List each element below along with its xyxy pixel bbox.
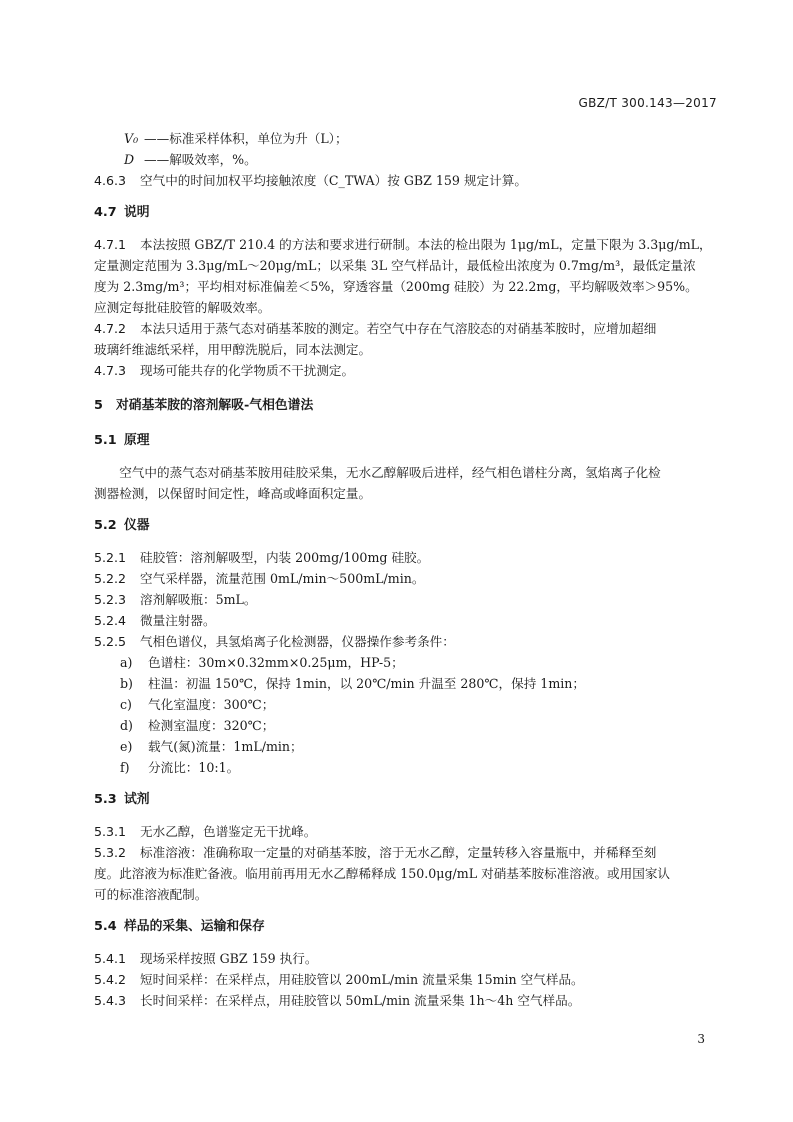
paragraph-line: 空气中的蒸气态对硝基苯胺用硅胶采集，无水乙醇解吸后进样，经气相色谱柱分离，氢焰离子化检: [119, 465, 661, 480]
list-item: [120, 715, 714, 736]
clause-number: 5.4.2: [94, 972, 127, 987]
section-number: 5.3: [94, 792, 117, 807]
clause-4-6-3: [94, 170, 714, 191]
clause-number: 5.2.5: [94, 634, 127, 649]
list-item: [120, 673, 714, 694]
clause-text: 短时间采样：在采样点，用硅胶管以 200mL/min 流量采集 15min 空气样品。: [140, 972, 584, 987]
section-heading-5-4: [94, 916, 714, 937]
clause-text: 现场采样按照 GBZ 159 执行。: [140, 951, 318, 966]
clause-5-2-3: [94, 589, 714, 610]
clause-text-line: 度为 2.3mg/m³；平均相对标准偏差＜5%，穿透容量（200mg 硅胶）为 22.2mg，平均解吸效率＞95%。: [94, 279, 698, 294]
chapter-title: 对硝基苯胺的溶剂解吸-气相色谱法: [116, 398, 314, 413]
section-number: 5.1: [94, 433, 117, 448]
clause-number: 5.4.1: [94, 951, 127, 966]
list-label: e): [120, 739, 133, 754]
clause-5-4-1: [94, 948, 714, 969]
symbol-definition: [94, 149, 714, 170]
clause-text: 无水乙醇，色谱鉴定无干扰峰。: [140, 824, 317, 839]
section-title: 仪器: [124, 518, 150, 533]
clause-number: 5.2.2: [94, 571, 127, 586]
clause-4-7-1: [94, 234, 714, 318]
clause-text: 微量注射器。: [140, 613, 216, 628]
clause-5-2-5: [94, 631, 714, 652]
list-text: 色谱柱：30m×0.32mm×0.25μm，HP-5；: [148, 655, 404, 670]
clause-text-line: 玻璃纤维滤纸采样，用甲醇洗脱后，同本法测定。: [94, 342, 372, 357]
clause-text-line: 定量测定范围为 3.3μg/mL～20μg/mL；以采集 3L 空气样品计，最低检出浓度为 0.7mg/m³，最低定量浓: [94, 258, 696, 273]
clause-4-7-3: [94, 360, 714, 381]
standard-number: GBZ/T 300.143—2017: [578, 96, 717, 110]
symbol: V₀: [124, 131, 139, 146]
page-number: 3: [697, 1032, 705, 1046]
clause-text-line: 度。此溶液为标准贮备液。临用前再用无水乙醇稀释成 150.0μg/mL 对硝基苯胺标准溶液。或用国家认: [94, 866, 671, 881]
clause-text-line: 标准溶液：准确称取一定量的对硝基苯胺，溶于无水乙醇，定量转移入容量瓶中，并稀释至刻: [140, 845, 657, 860]
clause-number: 5.4.3: [94, 993, 127, 1008]
clause-text: 现场可能共存的化学物质不干扰测定。: [140, 363, 355, 378]
clause-text: 空气中的时间加权平均接触浓度（C_TWA）按 GBZ 159 规定计算。: [140, 173, 527, 188]
list-text: 气化室温度：300℃；: [148, 697, 275, 712]
symbol: D: [124, 152, 135, 167]
section-heading-5-1: [94, 430, 714, 451]
clause-text-line: 本法只适用于蒸气态对硝基苯胺的测定。若空气中存在气溶胶态的对硝基苯胺时，应增加超细: [140, 321, 657, 336]
list-item: [120, 694, 714, 715]
clause-text: 空气采样器，流量范围 0mL/min～500mL/min。: [140, 571, 425, 586]
section-title: 说明: [124, 205, 150, 220]
clause-text: 硅胶管：溶剂解吸型，内装 200mg/100mg 硅胶。: [140, 550, 430, 565]
section-title: 原理: [124, 433, 150, 448]
clause-number: 5.2.3: [94, 592, 127, 607]
clause-text-line: 本法按照 GBZ/T 210.4 的方法和要求进行研制。本法的检出限为 1μg/mL，定量下限为 3.3μg/mL，: [140, 237, 712, 252]
clause-number: 4.7.2: [94, 321, 127, 336]
list-text: 柱温：初温 150℃，保持 1min，以 20℃/min 升温至 280℃，保持 1min；: [148, 676, 585, 691]
principle-paragraph: [94, 462, 714, 504]
list-text: 分流比：10:1。: [148, 760, 240, 775]
section-number: 5.4: [94, 919, 117, 934]
chapter-number: 5: [94, 398, 103, 413]
clause-number: 4.6.3: [94, 173, 127, 188]
gc-conditions-list: [94, 652, 714, 778]
clause-4-7-2: [94, 318, 714, 360]
list-label: f): [120, 760, 130, 775]
list-label: c): [120, 697, 132, 712]
clause-number: 5.2.1: [94, 550, 127, 565]
list-text: 检测室温度：320℃；: [148, 718, 275, 733]
section-title: 试剂: [124, 792, 150, 807]
document-body: [94, 128, 714, 1011]
section-title: 样品的采集、运输和保存: [124, 919, 265, 934]
paragraph-line: 测器检测，以保留时间定性，峰高或峰面积定量。: [94, 486, 372, 501]
list-item: [120, 757, 714, 778]
clause-5-2-4: [94, 610, 714, 631]
list-label: d): [120, 718, 133, 733]
clause-5-2-1: [94, 547, 714, 568]
list-label: b): [120, 676, 133, 691]
clause-number: 4.7.1: [94, 237, 127, 252]
list-item: [120, 736, 714, 757]
list-item: [120, 652, 714, 673]
clause-5-2-2: [94, 568, 714, 589]
section-heading-4-7: [94, 202, 714, 223]
section-number: 4.7: [94, 205, 117, 220]
clause-5-3-1: [94, 821, 714, 842]
clause-text-line: 可的标准溶液配制。: [94, 887, 208, 902]
chapter-heading-5: [94, 395, 714, 416]
section-number: 5.2: [94, 518, 117, 533]
clause-5-3-2: [94, 842, 714, 905]
symbol-definition: [94, 128, 714, 149]
clause-text-line: 应测定每批硅胶管的解吸效率。: [94, 300, 271, 315]
clause-5-4-2: [94, 969, 714, 990]
section-heading-5-2: [94, 515, 714, 536]
clause-number: 5.2.4: [94, 613, 127, 628]
clause-text: 气相色谱仪，具氢焰离子化检测器，仪器操作参考条件：: [140, 634, 455, 649]
symbol-description: ——解吸效率，%。: [144, 152, 257, 167]
clause-5-4-3: [94, 990, 714, 1011]
symbol-description: ——标准采样体积，单位为升（L）；: [144, 131, 348, 146]
clause-number: 5.3.2: [94, 845, 127, 860]
clause-number: 4.7.3: [94, 363, 127, 378]
section-heading-5-3: [94, 789, 714, 810]
clause-text: 溶剂解吸瓶：5mL。: [140, 592, 257, 607]
list-label: a): [120, 655, 133, 670]
list-text: 载气(氮)流量：1mL/min；: [148, 739, 303, 754]
clause-text: 长时间采样：在采样点，用硅胶管以 50mL/min 流量采集 1h～4h 空气样品。: [140, 993, 581, 1008]
clause-number: 5.3.1: [94, 824, 127, 839]
